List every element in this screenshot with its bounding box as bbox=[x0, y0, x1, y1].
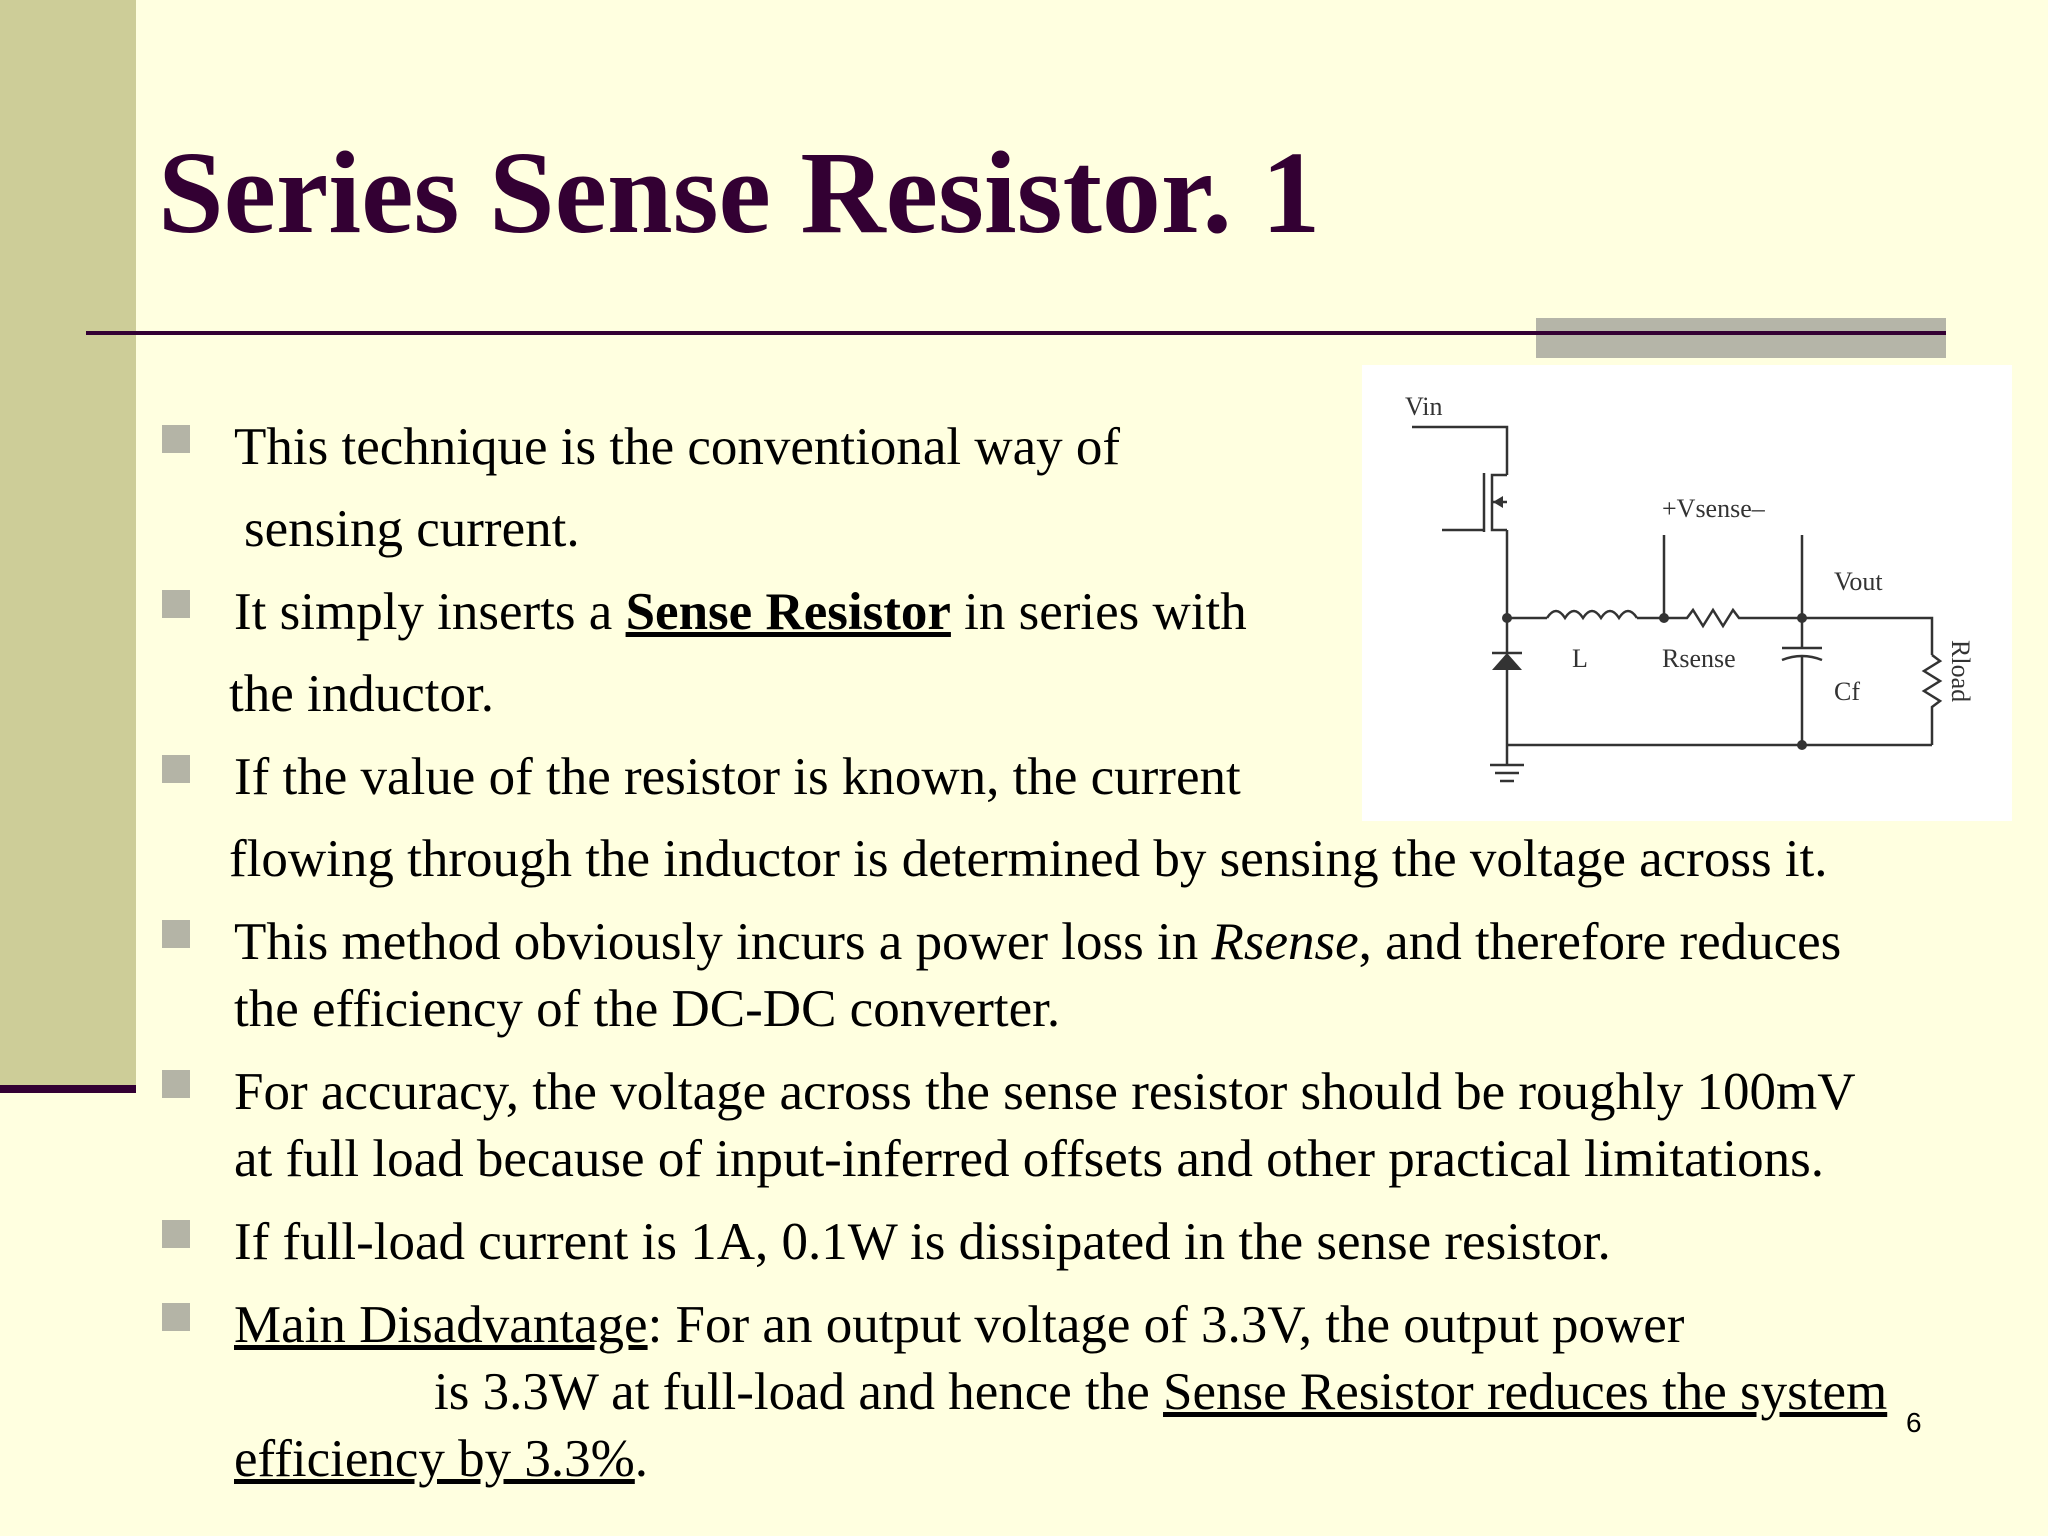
rload-zigzag bbox=[1924, 655, 1940, 745]
bullet-7-line-2-underlined: Sense Resistor reduces the system bbox=[1163, 1363, 1888, 1421]
bullet-marker bbox=[162, 1220, 190, 1248]
label-cf: Cf bbox=[1834, 677, 1860, 706]
bullet-marker bbox=[162, 1070, 190, 1098]
ground-symbol bbox=[1490, 765, 1524, 781]
mosfet-arrow bbox=[1493, 496, 1503, 508]
title-rule bbox=[86, 331, 1946, 335]
bullet-7-line-3-underlined: efficiency by 3.3% bbox=[234, 1430, 635, 1488]
left-accent-bar bbox=[0, 0, 136, 1085]
bullet-7-line-2-pre: is 3.3W at full-load and hence the bbox=[434, 1363, 1164, 1421]
sense-resistor-term: Sense Resistor bbox=[625, 583, 951, 641]
bullet-1-line-2: sensing current. bbox=[244, 500, 580, 558]
label-vout: Vout bbox=[1834, 567, 1883, 596]
bullet-6-line-1: If full-load current is 1A, 0.1W is dissipated in the sense resistor. bbox=[234, 1213, 1611, 1271]
bullet-7-line-3-post: . bbox=[634, 1430, 649, 1488]
vin-wire bbox=[1412, 427, 1507, 475]
bullet-7-line-1 bbox=[234, 1293, 1684, 1357]
bullet-4-line-1 bbox=[234, 910, 1841, 974]
label-rsense: Rsense bbox=[1662, 644, 1736, 673]
bullet-7-line-3 bbox=[234, 1427, 648, 1491]
rsense-term: Rsense bbox=[1211, 913, 1359, 971]
node-vsense-plus bbox=[1659, 613, 1669, 623]
bullet-1-line-1: This technique is the conventional way of bbox=[234, 418, 1121, 476]
output-rail bbox=[1802, 618, 1932, 655]
bullet-2-line-1 bbox=[234, 580, 1247, 644]
bullet-5-line-2: at full load because of input-inferred offsets and other practical limitations. bbox=[234, 1130, 1824, 1188]
node-switch bbox=[1502, 613, 1512, 623]
label-rload: Rload bbox=[1946, 640, 1975, 703]
bullet-4-text-pre: This method obviously incurs a power loss in bbox=[234, 913, 1212, 971]
bullet-7-text-post: : For an output voltage of 3.3V, the output power bbox=[647, 1296, 1685, 1354]
bullet-5-line-1: For accuracy, the voltage across the sense resistor should be roughly 100mV bbox=[234, 1063, 1856, 1121]
label-inductor: L bbox=[1572, 644, 1588, 673]
bullet-marker bbox=[162, 755, 190, 783]
rsense-zigzag bbox=[1664, 610, 1802, 626]
label-vin: Vin bbox=[1405, 392, 1443, 421]
page-number: 6 bbox=[1906, 1407, 1922, 1438]
bullet-3-line-1: If the value of the resistor is known, the current bbox=[234, 748, 1241, 806]
inductor-coil bbox=[1547, 611, 1637, 618]
left-accent-line bbox=[0, 1085, 136, 1093]
bullet-3-line-2: flowing through the inductor is determined by sensing the voltage across it. bbox=[229, 830, 1828, 888]
bullet-4-text-post: , and therefore reduces bbox=[1358, 913, 1842, 971]
bullet-2-text-pre: It simply inserts a bbox=[234, 583, 626, 641]
bullet-marker bbox=[162, 590, 190, 618]
node-vout bbox=[1797, 613, 1807, 623]
buck-converter-schematic bbox=[1362, 365, 2012, 821]
bullet-2-line-2: the inductor. bbox=[229, 665, 494, 723]
node-ground bbox=[1797, 740, 1807, 750]
schematic-drawing bbox=[1362, 365, 2012, 821]
title-rule-accent bbox=[1536, 318, 1946, 358]
label-vsense: +Vsense– bbox=[1662, 494, 1765, 523]
bullet-marker bbox=[162, 425, 190, 453]
bullet-7-line-2 bbox=[434, 1360, 1887, 1424]
diode-triangle bbox=[1492, 653, 1522, 670]
bullet-marker bbox=[162, 1303, 190, 1331]
bullet-marker bbox=[162, 920, 190, 948]
slide-title: Series Sense Resistor. 1 bbox=[158, 127, 1321, 258]
main-disadvantage-label: Main Disadvantage bbox=[234, 1296, 648, 1354]
bullet-4-line-2: the efficiency of the DC-DC converter. bbox=[234, 980, 1061, 1038]
bullet-2-text-post: in series with bbox=[950, 583, 1247, 641]
